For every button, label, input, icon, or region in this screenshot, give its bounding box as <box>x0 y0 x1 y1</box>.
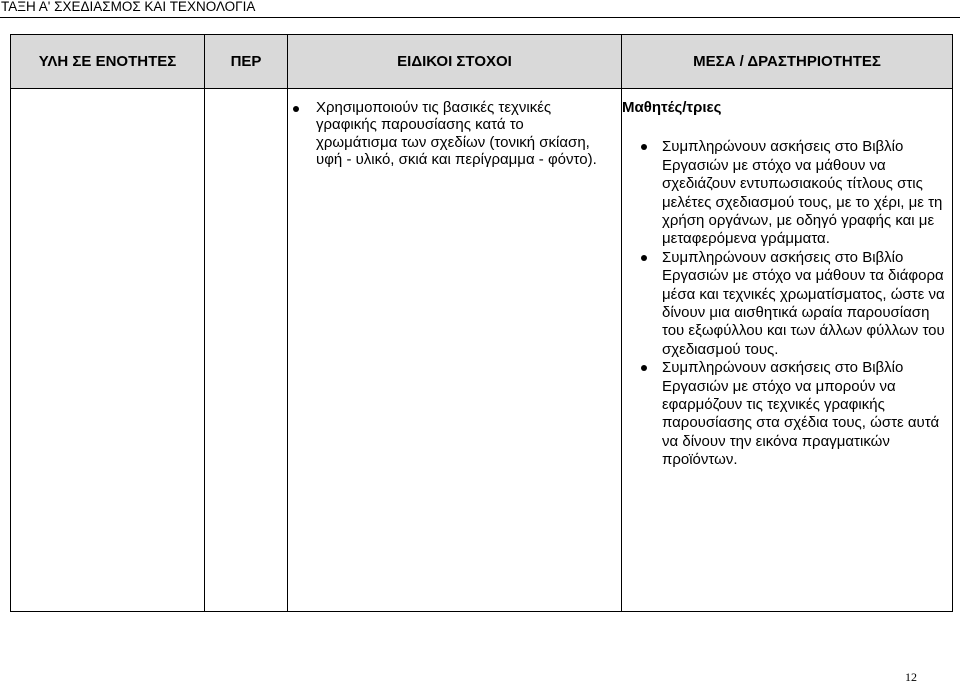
objectives-cell <box>288 89 608 168</box>
objectives-list <box>288 99 608 168</box>
objective-text: Χρησιμοποιούν τις βασικές τεχνικές γραφικής παρουσίασης κατά το χρωμάτισμα των σχεδίων (τονική σκίαση, υφή - υλικό, σκιά και περίγραμμα - φόντο). <box>316 99 597 168</box>
bullet-icon <box>641 144 647 150</box>
header-objectives: ΕΙΔΙΚΟΙ ΣΤΟΧΟΙ <box>397 53 512 70</box>
activity-text: Συμπληρώνουν ασκήσεις στο Βιβλίο Εργασιών με στόχο να μάθουν τα διάφορα μέσα και τεχνικές χρωματίσματος, ώστε να δίνουν μια αισθητικά ωραία παρουσίαση του εξωφύλλου και των άλλων φύλλων του σχεδιασμού τους. <box>662 248 945 358</box>
bullet-icon <box>641 365 647 371</box>
header-subject: ΥΛΗ ΣΕ ΕΝΟΤΗΤΕΣ <box>38 53 177 70</box>
curriculum-table <box>10 34 953 612</box>
list-item <box>622 138 952 248</box>
bullet-icon <box>293 106 299 112</box>
page-number: 12 <box>905 670 917 683</box>
list-item <box>288 99 608 168</box>
list-item <box>622 249 952 359</box>
list-item <box>622 359 952 469</box>
activity-text: Συμπληρώνουν ασκήσεις στο Βιβλίο Εργασιών με στόχο να μάθουν να σχεδιάζουν εντυπωσιακούς τίτλους στις μελέτες σχεδιασμού τους, με το χέρι, με τη χρήση οργάνων, με οδηγό γραφής και με μεταφερόμενα γράμματα. <box>662 138 943 248</box>
activities-heading: Μαθητές/τριες <box>622 99 722 116</box>
activity-text: Συμπληρώνουν ασκήσεις στο Βιβλίο Εργασιών με στόχο να μπορούν να εφαρμόζουν τις τεχνικές γραφικής παρουσίασης στα σχέδια τους, ώστε αυτά να δίνουν την εικόνα πραγματικών προϊόντων. <box>662 359 940 469</box>
column-divider <box>204 35 205 611</box>
activities-cell <box>622 89 952 470</box>
table-header-row <box>11 35 952 89</box>
bullet-icon <box>641 255 647 261</box>
header-per: ΠΕΡ <box>230 53 262 70</box>
activities-list <box>622 138 952 469</box>
header-activities: ΜΕΣΑ / ΔΡΑΣΤΗΡΙΟΤΗΤΕΣ <box>693 53 881 70</box>
running-header: ΤΑΞΗ Α' ΣΧΕΔΙΑΣΜΟΣ ΚΑΙ ΤΕΧΝΟΛΟΓΙΑ <box>0 0 960 18</box>
